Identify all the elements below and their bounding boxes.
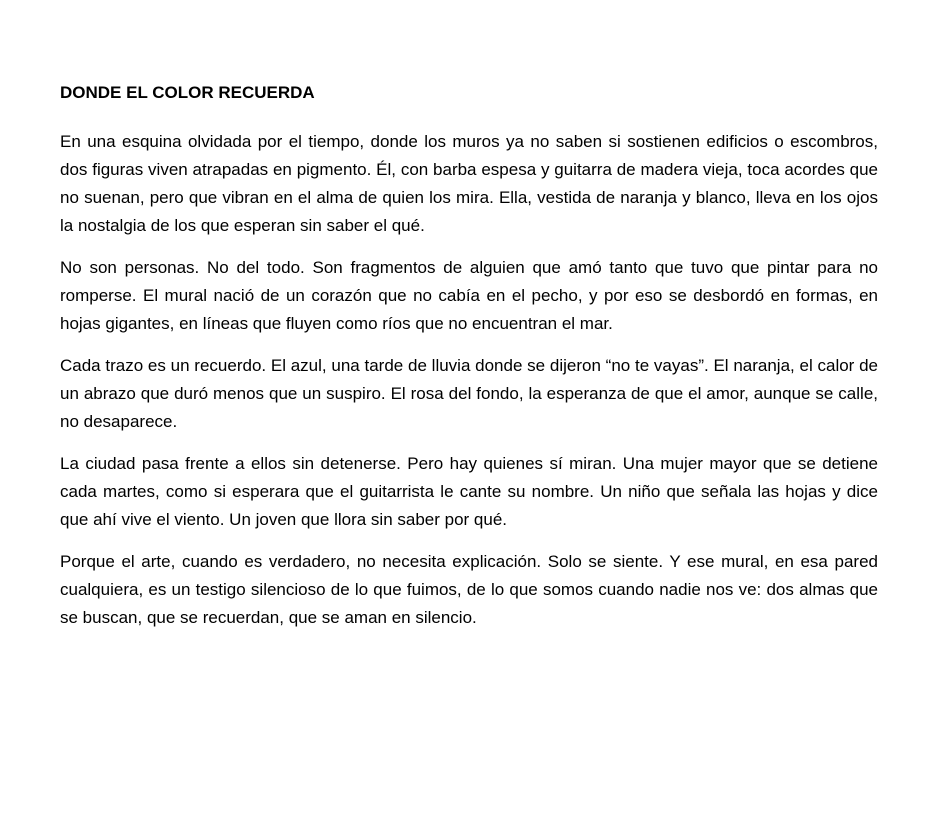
paragraph-3: Cada trazo es un recuerdo. El azul, una tarde de lluvia donde se dijeron “no te vayas”. El naranja, el calor de un abrazo que duró menos que un suspiro. El rosa del fondo, la esperanza de que el amor, aunque se calle, no desaparece. <box>60 356 878 431</box>
paragraph-1: En una esquina olvidada por el tiempo, donde los muros ya no saben si sostienen edificios o escombros, dos figuras viven atrapadas en pigmento. Él, con barba espesa y guitarra de madera vieja, toca acordes que no suenan, pero que vibran en el alma de quien los mira. Ella, vestida de naranja y blanco, lleva en los ojos la nostalgia de los que esperan sin saber el qué. <box>60 132 878 235</box>
paragraph-2: No son personas. No del todo. Son fragmentos de alguien que amó tanto que tuvo que pintar para no romperse. El mural nació de un corazón que no cabía en el pecho, y por eso se desbordó en formas, en hojas gigantes, en líneas que fluyen como ríos que no encuentran el mar. <box>60 258 878 333</box>
document-title: DONDE EL COLOR RECUERDA <box>60 83 315 102</box>
paragraph-4: La ciudad pasa frente a ellos sin detenerse. Pero hay quienes sí miran. Una mujer mayor que se detiene cada martes, como si esperara que el guitarrista le cante su nombre. Un niño que señala las hojas y dice que ahí vive el viento. Un joven que llora sin saber por qué. <box>60 454 878 529</box>
paragraph-5: Porque el arte, cuando es verdadero, no necesita explicación. Solo se siente. Y ese mural, en esa pared cualquiera, es un testigo silencioso de lo que fuimos, de lo que somos cuando nadie nos ve: dos almas que se buscan, que se recuerdan, que se aman en silencio. <box>60 552 878 627</box>
